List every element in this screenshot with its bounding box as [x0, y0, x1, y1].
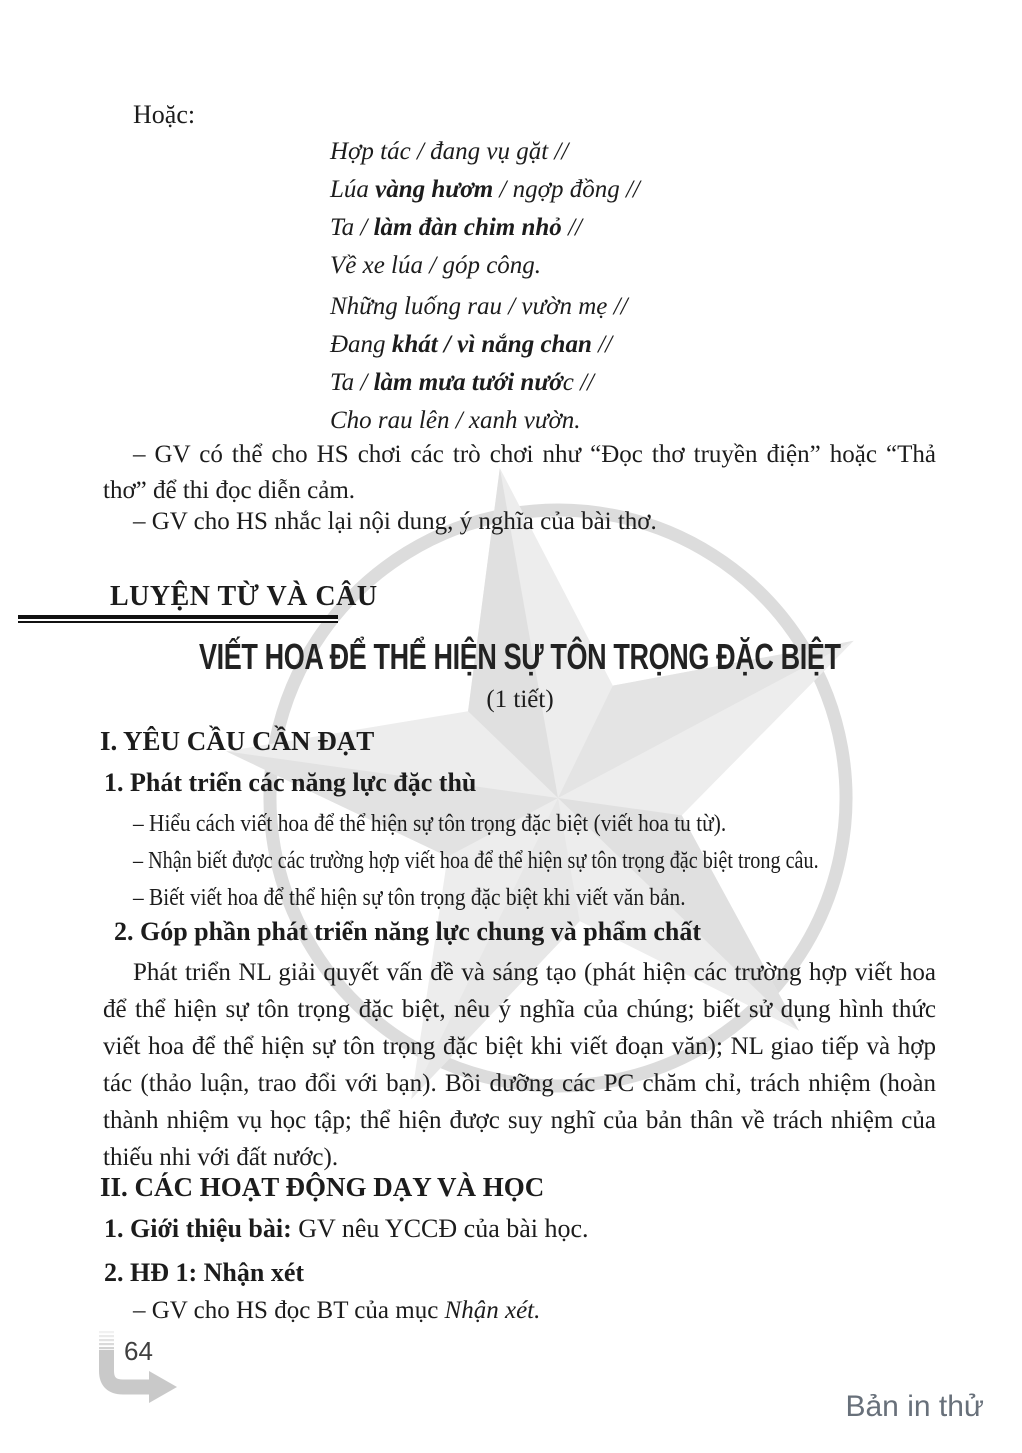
poem-text-bold: làm đàn chim nhỏ [373, 214, 562, 241]
teacher-note: – GV có thể cho HS chơi các trò chơi như “Đọc thơ truyền điện” hoặc “Thả thơ” để thi đọc diễn cảm. [103, 441, 936, 504]
section-divider [18, 615, 338, 623]
poem-line [330, 247, 640, 285]
page-number: 64 [124, 1336, 153, 1366]
bullet-item [133, 843, 949, 880]
poem-text: Hợp tác / đang vụ gặt // [330, 138, 569, 165]
heading-activities: II. CÁC HOẠT ĐỘNG DẠY VÀ HỌC [100, 1172, 545, 1202]
bullet-item [133, 806, 949, 843]
lesson-title-row [20, 636, 1020, 678]
bullet-item [133, 880, 949, 917]
poem-text: Ta / [330, 369, 374, 396]
activity-item-1-text: GV nêu YCCĐ của bài học. [291, 1214, 589, 1243]
note-text-italic: Nhận xét. [444, 1297, 541, 1324]
activity-item-2: 2. HĐ 1: Nhận xét [104, 1258, 305, 1287]
bullet-text: – Biết viết hoa để thể hiện sự tôn trọng đặc biệt khi viết văn bản. [133, 885, 686, 911]
poem-text-bold: vàng hươm [375, 176, 494, 203]
lesson-title: VIẾT HOA ĐỂ THỂ HIỆN SỰ TÔN TRỌNG ĐẶC BIỆT [199, 636, 841, 677]
intro-label: Hoặc: [133, 100, 196, 129]
poem-text: Ta / [330, 214, 374, 241]
poem-line [330, 133, 640, 171]
poem-line [330, 402, 628, 440]
bullet-text: – Hiểu cách viết hoa để thể hiện sự tôn trọng đặc biệt (viết hoa tu từ). [133, 811, 727, 837]
poem-line [330, 288, 628, 326]
section-kicker: LUYỆN TỪ VÀ CÂU [110, 581, 378, 612]
poem-text: Cho rau lên / xanh vườn. [330, 407, 581, 434]
poem-stanza-2 [330, 288, 628, 440]
heading-requirements: I. YÊU CẦU CẦN ĐẠT [100, 726, 375, 756]
bullet-text: – Nhận biết được các trường hợp viết hoa để thể hiện sự tôn trọng đặc biệt trong câu. [133, 848, 819, 874]
subheading-1: 1. Phát triển các năng lực đặc thù [104, 768, 477, 797]
poem-line [330, 364, 628, 402]
poem-line [330, 209, 640, 247]
note-text: – GV cho HS đọc BT của mục [133, 1297, 445, 1324]
body-paragraph: Phát triển NL giải quyết vấn đề và sáng tạo (phát hiện các trường hợp viết hoa để thể hiện sự tôn trọng đặc biệt, nêu ý nghĩa của chúng; biết sử dụng hình thức viết hoa để thể hiện sự tôn trọng đặc biệt khi viết đoạn văn); NL giao tiếp và hợp tác (thảo luận, trao đổi với bạn). Bồi dưỡng các PC chăm chỉ, trách nhiệm (hoàn thành nhiệm vụ học tập; thể hiện được suy nghĩ của bản thân về trách nhiệm của thiếu nhi với đất nước). [103, 959, 936, 1171]
poem-stanza-1 [330, 133, 640, 285]
poem-text: Đang [330, 331, 392, 358]
poem-text: Lúa [330, 176, 376, 203]
activity-item-2-note [133, 1297, 540, 1325]
draft-watermark-label: Bản in thử [845, 1390, 984, 1423]
poem-text: // [591, 331, 613, 358]
poem-text: c // [562, 369, 594, 396]
poem-text-bold: làm mưa tưới nướ [373, 369, 563, 396]
poem-text-bold: khát / vì nắng chan [391, 331, 592, 358]
activity-item-1 [104, 1214, 589, 1244]
poem-text: // [561, 214, 582, 241]
activity-item-1-label: 1. Giới thiệu bài: [104, 1214, 292, 1243]
bullet-list [133, 806, 949, 917]
poem-text: Những luống rau / vườn mẹ // [330, 293, 628, 320]
poem-text: / ngợp đồng // [493, 176, 640, 203]
poem-line [330, 326, 628, 364]
lesson-duration: (1 tiết) [486, 686, 554, 713]
poem-line [330, 171, 640, 209]
subheading-2: 2. Góp phần phát triển năng lực chung và phẩm chất [114, 917, 702, 946]
teacher-note: – GV cho HS nhắc lại nội dung, ý nghĩa của bài thơ. [133, 508, 657, 535]
poem-text: Về xe lúa / góp công. [330, 252, 542, 279]
